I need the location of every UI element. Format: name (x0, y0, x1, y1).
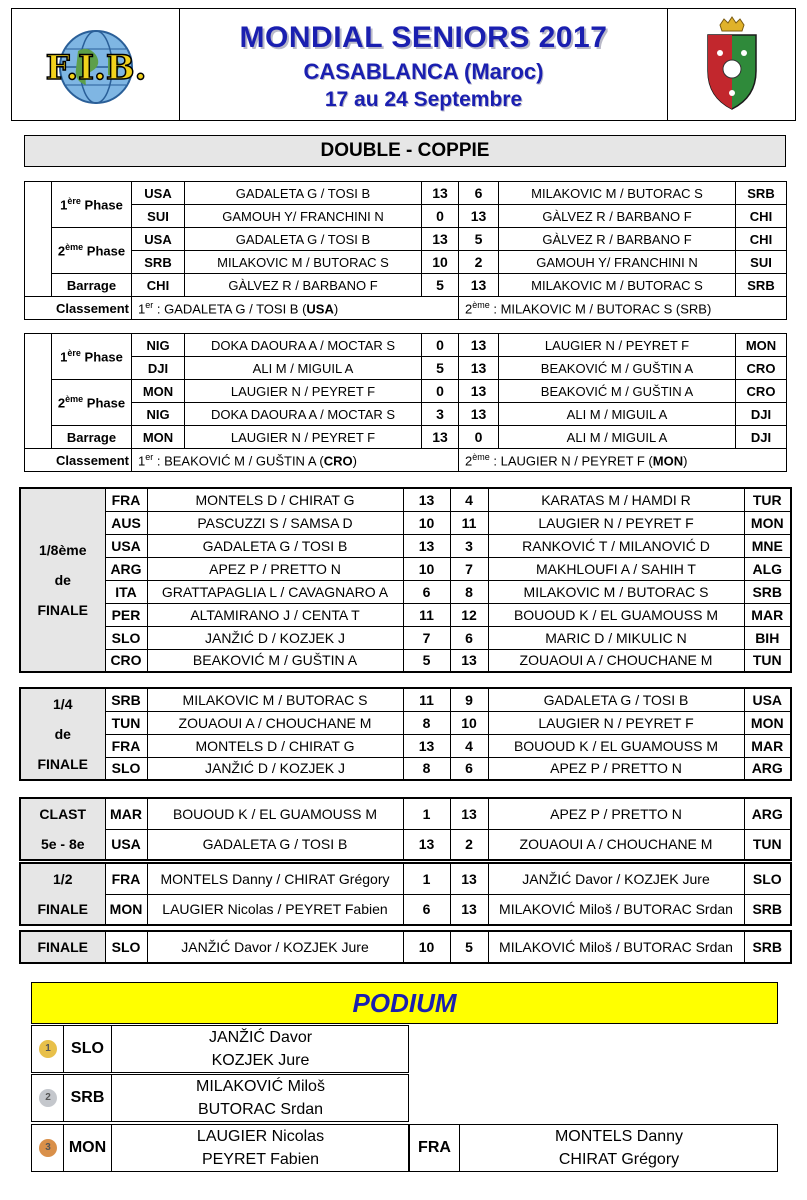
rank-number: 2 (465, 301, 473, 317)
country-code: MAR (744, 734, 791, 757)
score: 0 (459, 426, 499, 449)
rank-names: : BEAKOVIĆ M / GUŠTIN A ( (153, 453, 324, 469)
country-code: TUR (744, 488, 791, 511)
fib-logo-text: F.I.B. (45, 48, 147, 88)
podium-place-3-bis (409, 1124, 778, 1172)
country-code: PER (105, 603, 147, 626)
poule-viii-table (24, 333, 787, 472)
stage-line: FINALE (37, 939, 89, 955)
team-name: APEZ P / PRETTO N (147, 557, 403, 580)
knockout-match-row (20, 534, 791, 557)
rank-number: 2 (465, 453, 473, 469)
country-code: MON (744, 511, 791, 534)
score: 6 (403, 894, 450, 925)
score: 6 (450, 626, 488, 649)
team-name: GÀLVEZ R / BARBANO F (499, 205, 736, 228)
country-code: CRO (736, 357, 787, 380)
team-name: ALI M / MIGUIL A (499, 426, 736, 449)
score: 13 (403, 734, 450, 757)
team-name: GADALETA G / TOSI B (147, 829, 403, 860)
score: 1 (403, 798, 450, 829)
country-code: SRB (744, 580, 791, 603)
phase-number: 2 (57, 243, 66, 259)
rank-close: ) (333, 301, 339, 317)
country-code: AUS (105, 511, 147, 534)
team-name: MILAKOVIC M / BUTORAC S (499, 182, 736, 205)
rank-close: ) (683, 453, 688, 469)
phase-cell (52, 334, 132, 380)
rank-names: : LAUGIER N / PEYRET F ( (489, 453, 653, 469)
poule-match-row (25, 357, 787, 380)
knockout-match-row (20, 734, 791, 757)
team-name: MILAKOVIC M / BUTORAC S (499, 274, 736, 297)
score: 10 (422, 251, 459, 274)
barrage-cell: Barrage (52, 426, 132, 449)
stage-line: FINALE (37, 756, 89, 772)
knockout-match-row (20, 626, 791, 649)
country-code: MAR (744, 603, 791, 626)
score: 13 (403, 829, 450, 860)
rank-close: ) (352, 453, 357, 469)
knockout-table (19, 487, 792, 673)
country-code: CHI (132, 274, 185, 297)
score: 5 (403, 649, 450, 672)
stage-line: 5e - 8e (40, 836, 85, 852)
team-name: MILAKOVIC M / BUTORAC S (147, 688, 403, 711)
score: 6 (450, 757, 488, 780)
knockout-match-row (20, 688, 791, 711)
poule-vii-table (24, 181, 787, 320)
team-name: GADALETA G / TOSI B (185, 228, 422, 251)
podium-player-1: MILAKOVIĆ Miloš (196, 1078, 325, 1095)
score: 13 (459, 403, 499, 426)
team-name: GADALETA G / TOSI B (147, 534, 403, 557)
team-name: MILAKOVIĆ Miloš / BUTORAC Srdan (488, 894, 744, 925)
classement-second (459, 449, 787, 472)
country-code: NIG (132, 403, 185, 426)
event-dates: 17 au 24 Septembre (324, 88, 523, 111)
medal-cell (32, 1026, 64, 1072)
stage-label (20, 863, 105, 925)
country-code: CRO (736, 380, 787, 403)
rank-close: ) (706, 301, 712, 317)
podium-player-2: PEYRET Fabien (201, 1151, 320, 1168)
team-name: MILAKOVIC M / BUTORAC S (185, 251, 422, 274)
podium-player-2: KOZJEK Jure (211, 1052, 310, 1069)
team-name: GÀLVEZ R / BARBANO F (185, 274, 422, 297)
knockout-match-row (20, 649, 791, 672)
country-code: TUN (744, 649, 791, 672)
poule-match-row (25, 274, 787, 297)
team-name: LAUGIER Nicolas / PEYRET Fabien (147, 894, 403, 925)
team-name: LAUGIER N / PEYRET F (499, 334, 736, 357)
knockout-match-row (20, 798, 791, 829)
podium-player-1: LAUGIER Nicolas (196, 1128, 325, 1145)
country-code: SLO (105, 931, 147, 963)
stage-line: 1/2 (53, 871, 73, 887)
score: 10 (403, 931, 450, 963)
score: 13 (403, 534, 450, 557)
score: 11 (403, 603, 450, 626)
knockout-match-row (20, 711, 791, 734)
rank-ordinal: er (145, 451, 154, 462)
classement-row (25, 449, 787, 472)
silver-medal-icon: 2 (39, 1089, 57, 1107)
phase-word: Phase (83, 243, 126, 259)
team-name: GRATTAPAGLIA L / CAVAGNARO A (147, 580, 403, 603)
stage-line: FINALE (37, 602, 89, 618)
country-code: DJI (132, 357, 185, 380)
stage-line: FINALE (37, 901, 89, 917)
phase-ordinal: ère (67, 348, 81, 359)
team-name: MONTELS Danny / CHIRAT Grégory (147, 863, 403, 894)
country-code: MON (744, 711, 791, 734)
country-code: ARG (744, 798, 791, 829)
knockout-table (19, 797, 792, 861)
score: 8 (403, 757, 450, 780)
event-title: MONDIAL SENIORS 2017 (239, 21, 608, 54)
team-name: BEAKOVIĆ M / GUŠTIN A (499, 380, 736, 403)
country-code: ITA (105, 580, 147, 603)
team-name: GAMOUH Y/ FRANCHINI N (185, 205, 422, 228)
podium-country: FRA (410, 1125, 460, 1171)
rank-ordinal: ème (472, 299, 490, 310)
phase-ordinal: ème (65, 394, 84, 405)
team-name: ALTAMIRANO J / CENTA T (147, 603, 403, 626)
country-code: FRA (105, 488, 147, 511)
knockout-match-row (20, 829, 791, 860)
poule-match-row (25, 380, 787, 403)
score: 10 (403, 557, 450, 580)
rank-country: MON (652, 453, 684, 469)
score: 5 (450, 931, 488, 963)
team-name: MAKHLOUFI A / SAHIH T (488, 557, 744, 580)
barrage-cell: Barrage (52, 274, 132, 297)
country-code: SRB (736, 182, 787, 205)
knockout-match-row (20, 580, 791, 603)
phase-cell (52, 228, 132, 274)
team-name: APEZ P / PRETTO N (488, 757, 744, 780)
knockout-match-row (20, 931, 791, 963)
rank-country: SRB (680, 301, 707, 317)
team-name: JANŽIĆ D / KOZJEK J (147, 757, 403, 780)
knockout-match-row (20, 757, 791, 780)
podium-names (112, 1075, 409, 1121)
poule-match-row (25, 251, 787, 274)
header-titles (180, 9, 667, 120)
podium-place-3 (31, 1124, 409, 1172)
podium-country: SLO (64, 1026, 112, 1072)
medal-cell (32, 1075, 64, 1121)
knockout-table (19, 687, 792, 781)
score: 3 (450, 534, 488, 557)
team-name: GADALETA G / TOSI B (185, 182, 422, 205)
country-code: SLO (744, 863, 791, 894)
stage-label (20, 488, 105, 672)
stage-line: 1/4 (53, 696, 73, 712)
country-code: USA (132, 228, 185, 251)
team-name: BOUOUD K / EL GUAMOUSS M (147, 798, 403, 829)
knockout-table (19, 862, 792, 926)
poule-match-row (25, 334, 787, 357)
rank-names: : GADALETA G / TOSI B ( (153, 301, 307, 317)
team-name: GAMOUH Y/ FRANCHINI N (499, 251, 736, 274)
country-code: TUN (744, 829, 791, 860)
score: 7 (403, 626, 450, 649)
fib-globe-logo (12, 9, 180, 120)
podium-place-2 (31, 1074, 409, 1122)
poule-name-cell (25, 334, 52, 449)
country-code: CHI (736, 228, 787, 251)
team-name: BOUOUD K / EL GUAMOUSS M (488, 734, 744, 757)
country-code: SLO (105, 757, 147, 780)
team-name: BEAKOVIĆ M / GUŠTIN A (499, 357, 736, 380)
score: 12 (450, 603, 488, 626)
classement-first (132, 297, 459, 320)
score: 13 (450, 863, 488, 894)
classement-label: Classement (25, 297, 132, 320)
country-code: CRO (105, 649, 147, 672)
team-name: LAUGIER N / PEYRET F (488, 711, 744, 734)
score: 8 (450, 580, 488, 603)
team-name: APEZ P / PRETTO N (488, 798, 744, 829)
country-code: FRA (105, 734, 147, 757)
knockout-match-row (20, 511, 791, 534)
podium-player-1: JANŽIĆ Davor (208, 1029, 313, 1046)
team-name: ZOUAOUI A / CHOUCHANE M (147, 711, 403, 734)
score: 2 (459, 251, 499, 274)
score: 6 (403, 580, 450, 603)
country-code: MON (105, 894, 147, 925)
team-name: MARIC D / MIKULIC N (488, 626, 744, 649)
podium-title: PODIUM (31, 982, 778, 1024)
score: 2 (450, 829, 488, 860)
country-code: SLO (105, 626, 147, 649)
score: 3 (422, 403, 459, 426)
rank-country: USA (306, 301, 334, 317)
score: 5 (459, 228, 499, 251)
score: 13 (422, 182, 459, 205)
phase-ordinal: ème (65, 242, 84, 253)
country-code: ARG (744, 757, 791, 780)
team-name: LAUGIER N / PEYRET F (185, 426, 422, 449)
score: 11 (403, 688, 450, 711)
phase-word: Phase (83, 395, 126, 411)
team-name: GADALETA G / TOSI B (488, 688, 744, 711)
knockout-match-row (20, 603, 791, 626)
country-code: SRB (132, 251, 185, 274)
podium-names (112, 1125, 409, 1171)
team-name: BEAKOVIĆ M / GUŠTIN A (147, 649, 403, 672)
country-code: USA (744, 688, 791, 711)
stage-line: de (54, 726, 71, 742)
country-code: NIG (132, 334, 185, 357)
score: 9 (450, 688, 488, 711)
knockout-match-row (20, 488, 791, 511)
rank-number: 1 (138, 301, 146, 317)
team-name: GÀLVEZ R / BARBANO F (499, 228, 736, 251)
stage-label (20, 798, 105, 860)
score: 13 (459, 205, 499, 228)
rank-ordinal: er (145, 299, 154, 310)
team-name: ZOUAOUI A / CHOUCHANE M (488, 649, 744, 672)
team-name: MILAKOVIĆ Miloš / BUTORAC Srdan (488, 931, 744, 963)
score: 13 (450, 798, 488, 829)
federation-crest (667, 9, 795, 120)
score: 13 (450, 894, 488, 925)
country-code: FRA (105, 863, 147, 894)
country-code: SRB (744, 894, 791, 925)
country-code: SRB (736, 274, 787, 297)
country-code: DJI (736, 403, 787, 426)
score: 8 (403, 711, 450, 734)
knockout-match-row (20, 894, 791, 925)
country-code: MAR (105, 798, 147, 829)
score: 13 (459, 357, 499, 380)
podium-player-2: BUTORAC Srdan (197, 1101, 324, 1118)
phase-word: Phase (80, 197, 123, 213)
classement-label: Classement (25, 449, 132, 472)
podium-country: MON (64, 1125, 112, 1171)
score: 13 (422, 426, 459, 449)
knockout-match-row (20, 863, 791, 894)
team-name: DOKA DAOURA A / MOCTAR S (185, 403, 422, 426)
team-name: ZOUAOUI A / CHOUCHANE M (488, 829, 744, 860)
rank-number: 1 (138, 453, 146, 469)
team-name: PASCUZZI S / SAMSA D (147, 511, 403, 534)
stage-label (20, 931, 105, 963)
score: 5 (422, 274, 459, 297)
country-code: USA (105, 829, 147, 860)
poule-match-row (25, 205, 787, 228)
podium-player-1: MONTELS Danny (554, 1128, 684, 1145)
score: 0 (422, 334, 459, 357)
country-code: USA (105, 534, 147, 557)
score: 10 (403, 511, 450, 534)
team-name: MONTELS D / CHIRAT G (147, 734, 403, 757)
team-name: RANKOVIĆ T / MILANOVIĆ D (488, 534, 744, 557)
classement-row (25, 297, 787, 320)
section-title: DOUBLE - COPPIE (24, 135, 786, 167)
stage-label (20, 688, 105, 780)
phase-cell (52, 182, 132, 228)
podium-player-2: CHIRAT Grégory (558, 1151, 680, 1168)
podium-country: SRB (64, 1075, 112, 1121)
team-name: JANŽIĆ Davor / KOZJEK Jure (488, 863, 744, 894)
podium-names (112, 1026, 409, 1072)
phase-number: 1 (60, 349, 68, 365)
country-code: MNE (744, 534, 791, 557)
crest-shield-icon (668, 9, 796, 120)
phase-number: 2 (57, 395, 66, 411)
knockout-table (19, 930, 792, 964)
score: 4 (450, 734, 488, 757)
score: 11 (450, 511, 488, 534)
score: 0 (422, 380, 459, 403)
medal-cell (32, 1125, 64, 1171)
team-name: JANŽIĆ Davor / KOZJEK Jure (147, 931, 403, 963)
phase-word: Phase (80, 349, 123, 365)
score: 0 (422, 205, 459, 228)
rank-names: : MILAKOVIC M / BUTORAC S ( (489, 301, 681, 317)
phase-number: 1 (60, 197, 68, 213)
team-name: LAUGIER N / PEYRET F (185, 380, 422, 403)
score: 13 (422, 228, 459, 251)
score: 13 (459, 380, 499, 403)
header (11, 8, 796, 121)
country-code: MON (736, 334, 787, 357)
country-code: USA (132, 182, 185, 205)
team-name: ALI M / MIGUIL A (185, 357, 422, 380)
phase-ordinal: ère (67, 196, 81, 207)
score: 6 (459, 182, 499, 205)
score: 13 (459, 334, 499, 357)
poule-match-row (25, 426, 787, 449)
team-name: MILAKOVIC M / BUTORAC S (488, 580, 744, 603)
podium-place-1 (31, 1025, 409, 1073)
country-code: SUI (132, 205, 185, 228)
team-name: MONTELS D / CHIRAT G (147, 488, 403, 511)
podium-names (460, 1125, 778, 1171)
score: 13 (403, 488, 450, 511)
score: 13 (450, 649, 488, 672)
country-code: MON (132, 426, 185, 449)
team-name: JANŽIĆ D / KOZJEK J (147, 626, 403, 649)
bronze-medal-icon: 3 (39, 1139, 57, 1157)
score: 5 (422, 357, 459, 380)
knockout-match-row (20, 557, 791, 580)
country-code: ARG (105, 557, 147, 580)
score: 1 (403, 863, 450, 894)
country-code: SRB (105, 688, 147, 711)
event-city: CASABLANCA (Maroc) (303, 59, 544, 84)
poule-match-row (25, 182, 787, 205)
team-name: ALI M / MIGUIL A (499, 403, 736, 426)
team-name: KARATAS M / HAMDI R (488, 488, 744, 511)
rank-country: CRO (323, 453, 353, 469)
country-code: BIH (744, 626, 791, 649)
team-name: DOKA DAOURA A / MOCTAR S (185, 334, 422, 357)
country-code: DJI (736, 426, 787, 449)
country-code: TUN (105, 711, 147, 734)
country-code: MON (132, 380, 185, 403)
score: 13 (459, 274, 499, 297)
score: 10 (450, 711, 488, 734)
classement-first (132, 449, 459, 472)
team-name: LAUGIER N / PEYRET F (488, 511, 744, 534)
country-code: SUI (736, 251, 787, 274)
team-name: BOUOUD K / EL GUAMOUSS M (488, 603, 744, 626)
country-code: ALG (744, 557, 791, 580)
score: 4 (450, 488, 488, 511)
score: 7 (450, 557, 488, 580)
phase-cell (52, 380, 132, 426)
poule-match-row (25, 228, 787, 251)
classement-second (459, 297, 787, 320)
poule-match-row (25, 403, 787, 426)
stage-line: de (54, 572, 71, 588)
fib-logo (12, 9, 180, 120)
country-code: SRB (744, 931, 791, 963)
stage-line: CLAST (39, 806, 87, 822)
poule-name-cell (25, 182, 52, 297)
rank-ordinal: ème (472, 451, 490, 462)
stage-line: 1/8ème (39, 542, 87, 558)
gold-medal-icon: 1 (39, 1040, 57, 1058)
country-code: CHI (736, 205, 787, 228)
